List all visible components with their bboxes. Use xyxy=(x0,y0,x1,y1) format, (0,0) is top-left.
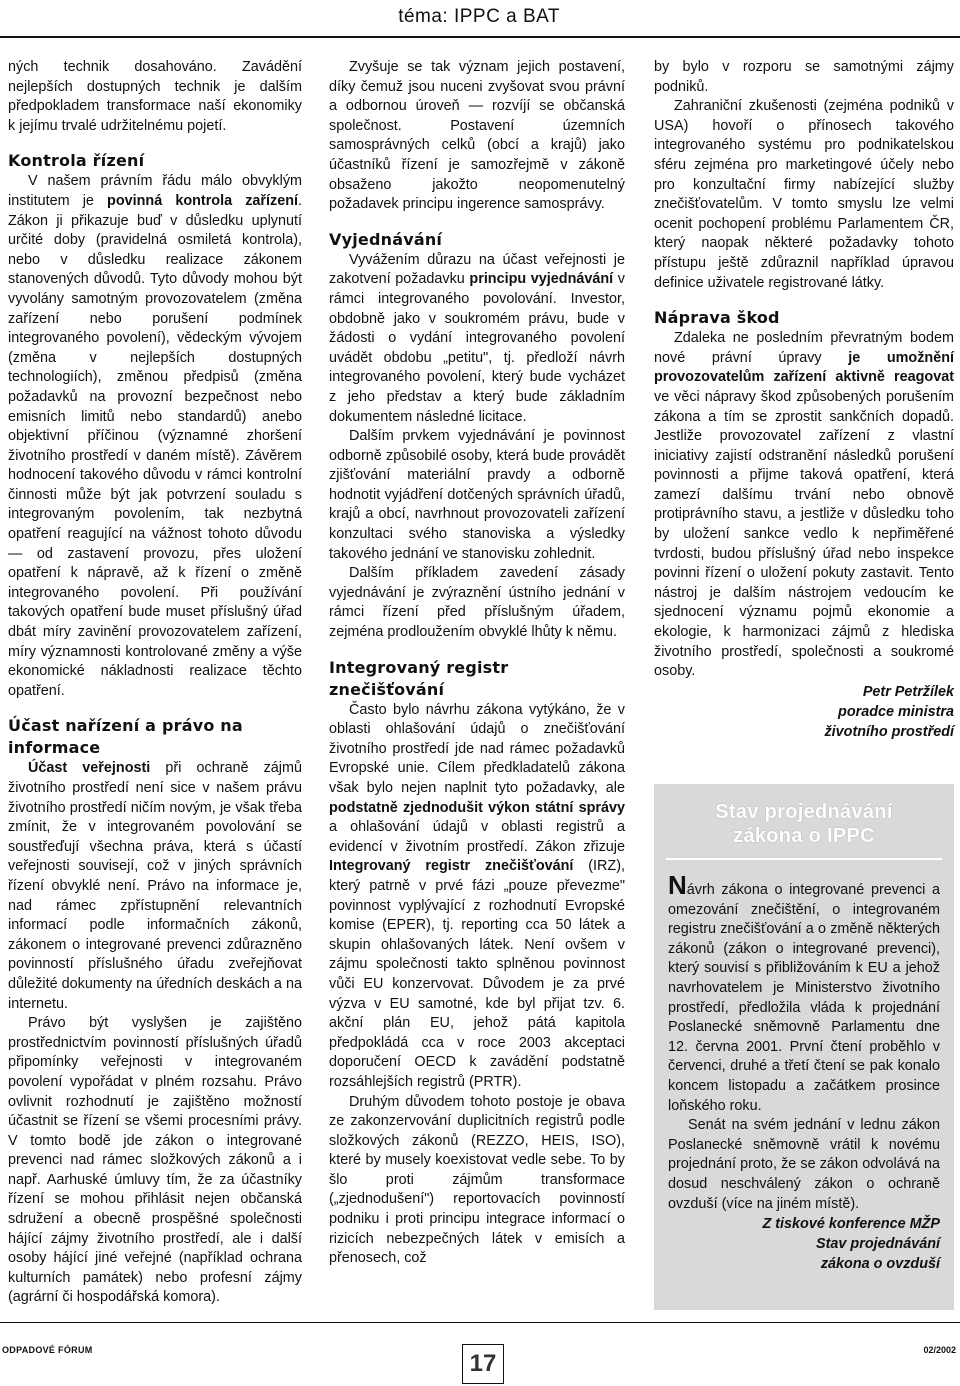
box-paragraph-1 xyxy=(668,870,940,1116)
box-title-line-1: Stav projednávání xyxy=(715,801,893,823)
footer-issue: 02/2002 xyxy=(923,1345,956,1355)
col2-p2-text-c: v rámci integrovaného povolování. Investor, obdobně jako v soukromém právu, bude v žádosti o vydání integrovaného povolení uvádět obdobu „petitu", tj. předloží návrh integrovaného povolení, který bude vycházet z jeho představ a který bude základním dokumentem následné licitace. xyxy=(329,271,625,425)
author-role-2: životního prostředí xyxy=(824,723,954,740)
column-1 xyxy=(8,58,302,1308)
col2-p5-text-c: a ohlašování údajů v oblasti registrů a evidencí v životním prostředí. Zákon zřizuje xyxy=(329,819,625,855)
col2-p5-text-e: (IRZ), který patrně v prvé fázi „pouze převezme" povinnost vyplývající z rozhodnutí Evropské komise (EPER), tj. reporting cca 50 látek a skupin ohlašovaných látek. Není ovšem v zájmu společnosti takto splněnou povinnost vůči EU konzervovat. Důvodem je za prvé výzva v EU samotné, kde byl přijat tzv. 6. akční plán EU, jehož pátá kapitola předpokládá cca v roce 2003 akceptaci doporučení OECD k zavádění podstatně rozsáhlejších registrů (PRTR). xyxy=(329,858,626,1090)
col2-p2-bold: principu vyjednávání xyxy=(469,271,614,288)
box-title xyxy=(654,800,954,848)
col2-paragraph-3: Dalším prvkem vyjednávání je povinnost odborně způsobilé osoby, která bude provádět zjišťování materiální pravdy a odborně hodnotit vyjádření dotčených správních úřadů, krajů a obcí, navrhnout provozovateli zařízení konzultaci svého stanoviska a výsledky takového jednání ve stanovisku zohlednit. xyxy=(329,428,625,562)
col2-paragraph-6: Druhým důvodem tohoto postoje je obava ze zakonzervování duplicitních registrů podle složkových zákonů (REZZO, HEIS, ISO), které by musely koexistovat vedle sebe. To by šlo proti zájmům transformace („zjednodušení") reportovacích povinností podniku i proti principu integrace informací o rizicích nebezpečných látek v emisích a přenosech, což xyxy=(329,1093,625,1267)
col3-p3-bold: je umožnění provozovatelům zařízení aktivně reagovat xyxy=(654,349,955,386)
box-source-1: Z tiskové konference MŽP xyxy=(762,1216,940,1233)
col2-paragraph-4: Dalším příkladem zavedení zásady vyjednávání je zvýraznění ústního jednání v rámci řízení před příslušným úřadem, zejména prodloužením obvyklé lhůty k němu. xyxy=(329,565,625,641)
col1-p3-bold: Účast veřejnosti xyxy=(28,760,151,777)
box-rule xyxy=(666,858,942,860)
box-dropcap: N xyxy=(668,870,687,900)
col1-paragraph-2 xyxy=(8,172,302,701)
box-paragraph-2: Senát na svém jednání v lednu zákon Poslanecké sněmovně vrátil k novému projednání proto, že se zákon odvolává na dosud neschválený zákon o ochraně ovzduší (více na jiném místě). xyxy=(668,1117,940,1212)
col3-paragraph-1: by bylo v rozporu se samotnými zájmy podniků. xyxy=(654,59,954,95)
col3-paragraph-3 xyxy=(654,329,954,682)
col2-p5-bold-1: podstatně zjednodušit výkon státní správy xyxy=(329,799,625,816)
col2-heading-registr: Integrovaný registr znečišťování xyxy=(329,657,509,699)
col3-p3-text-c: ve věci nápravy škod způsobených porušením zákona a tím se zprostit sankčních dopadů. Jestliže provozovatel zařízení z vlastní iniciativy zajistí odstranění následků porušení povinnosti a přijme taková opatření, která zamezí dalšímu trvání nebo obnově protiprávního stavu, a jestliže v důsledku toho by uložení sankce vedlo k nepřiměřené tvrdosti, budou příslušný úřad nebo inspekce povinni řízení o uložení pokuty zastavit. Tento nástroj je dalším nástrojem vedoucím ke sjednocení významu pojmů ekonomie a ekologie, k harmonizaci zájmů z hlediska životního prostředí, společnosti a soukromé osoby. xyxy=(654,388,954,680)
box-body xyxy=(668,870,940,1274)
col1-heading-ucast: Účast nařízení a právo na informace xyxy=(8,716,243,758)
col3-paragraph-2: Zahraniční zkušenosti (zejména podniků v USA) hovoří o přínosech takového integrovaného systému pro podnikatelskou sféru zejména pro marketingové účely nebo pro konzultační firmy nabízející služby znečišťovatelům. V tomto smyslu lze velmi ocenit pochopení problému Parlamentem ČR, který naopak některé požadavky tohoto přístupu ještě zdůraznil například úpravou definice uživatele registrované látky. xyxy=(654,98,954,291)
author-role: poradce ministra xyxy=(838,703,954,720)
box-title-line-2: zákona o IPPC xyxy=(733,825,875,847)
col1-p2-text-c: . Zákon ji přikazuje buď v důsledku uplynutí určité doby (pravidelná osmiletá kontrola), nebo v důsledku realizace zákonem stanovených důvodů. Tyto důvody mohou být vyvolány samotným provozovatelem (změna zařízení nebo porušení podmínek integrovaného povolení), vědeckým vývojem (změna v nejlepších dostupných technologiích), změnou předpisů (změna požadavků na provozní bezpečnost nebo emisních limitů nebo standardů) anebo objektivní příčinou (významné zhoršení životního prostředí v daném místě). Závěrem hodnocení takového důvodu v rámci kontrolní činnosti může být jak potvrzení souladu s integrovaným povolením, tak nezbytná opatření reagující na vážnost tohoto důvodu — od zastavení provozu, přes uložení opatření k nápravě, až k řízení o změně integrovaného povolení. Při používání takových opatření bude muset příslušný úřad dbát míry zavinění provozovatelem zařízení, míry významnosti kontrolované změny a výše ekonomické nákladnosti realizace těchto opatření. xyxy=(8,192,302,699)
box-p1-text: ávrh zákona o integrované prevenci a omezování znečištění, o integrovaném registru znečišťování a o změně některých zákonů (zákon o integrované prevenci), který souvisí s přibližováním k EU a jehož navrhovatelem je Ministerstvo životního prostředí, předložila vláda k projednání Poslanecké sněmovně Parlamentu dne 12. června 2001. První čtení proběhlo v červenci, druhé a třetí čtení se pak konalo koncem listopadu a začátkem prosince loňského roku. xyxy=(668,882,940,1114)
col2-paragraph-1: Zvyšuje se tak význam jejich postavení, díky čemuž jsou nuceni zvyšovat svou právní a odbornou úroveň — rozvíjí se občanská společnost. Postavení územních samosprávných celků (obcí a krajů) jako účastníků řízení je samozřejmě v zákoně obsaženo jakožto neopomenutelný požadavek principu ingerence samosprávy. xyxy=(329,59,625,213)
col2-paragraph-5 xyxy=(329,701,625,1093)
col1-p2-bold: povinná kontrola zařízení xyxy=(107,192,298,209)
col3-heading-naprava: Náprava škod xyxy=(654,308,780,328)
col3-p3-text-a: Zdaleka ne posledním převratným bodem nové právní úpravy xyxy=(654,330,954,366)
col1-paragraph-3 xyxy=(8,759,302,1014)
box-source-3: zákona o ovzduší xyxy=(820,1256,940,1273)
page-number-box xyxy=(462,1344,504,1384)
header-title: téma: IPPC a BAT xyxy=(398,6,560,27)
box-source-2: Stav projednávání xyxy=(816,1236,940,1253)
col2-heading-vyjednavani: Vyjednávání xyxy=(329,229,443,249)
page-header xyxy=(0,0,960,38)
col1-heading-kontrola: Kontrola řízení xyxy=(8,151,145,171)
col2-p5-bold-2: Integrovaný registr znečišťování xyxy=(329,858,574,875)
col2-paragraph-2 xyxy=(329,251,625,427)
author-name: Petr Petržílek xyxy=(862,683,954,700)
col1-p2-text-a: V našem právním řádu málo obvyklým institutem je xyxy=(8,173,302,209)
col2-p2-text-a: Vyvážením důrazu na účast veřejnosti je zakotvení požadavku xyxy=(329,251,625,288)
column-2 xyxy=(329,58,625,1269)
header-rule xyxy=(0,36,960,38)
footer-rule xyxy=(0,1322,960,1323)
footer-publication: ODPADOVÉ FÓRUM xyxy=(2,1345,93,1355)
column-3 xyxy=(654,58,954,742)
col1-paragraph-4: Právo být vyslyšen je zajištěno prostřednictvím povinností příslušných úřadů připomínky veřejnosti v integrovaném povolení vypořádat v plném rozsahu. Právo ovlivnit rozhodnutí je zajištěno možností účastnit se řízení se všemi procesními právy. V tomto bodě jde zákon o integrované prevenci nad rámec složkových zákonů a i např. Aarhuské úmluvy tím, že za účastníky řízení se mohou přihlásit nejen občanská sdružení a obecně prospěšné společnosti hájící zájmy životního prostředí, ale i další osoby hájící jiné veřejné (například ochrana kulturních památek) nebo profesní zájmy (agrární či hospodářská komora). xyxy=(8,1015,302,1306)
col2-p5-text-a: Často bylo návrhu zákona vytýkáno, že v oblasti ohlašování údajů o znečišťování životního prostředí jde nad rámec požadavků Evropské unie. Cílem předkladatelů zákona však bylo nejen naplnit tyto požadavky, ale xyxy=(329,701,625,796)
sidebar-box xyxy=(654,784,954,1310)
page-number: 17 xyxy=(469,1350,497,1377)
col1-paragraph-1: ných technik dosahováno. Zavádění nejlepších dostupných technik je dalším předpokladem transformace naší ekonomiky k jejímu trvalé udržitelnému pojetí. xyxy=(8,59,302,134)
col1-p3-text: při ochraně zájmů životního prostředí není sice v našem právu životního prostředí ničím novým, je však třeba zmínit, že v integrovaném povolování se soustřeďují všechna práva, která s účastí veřejnosti souvisejí, což v jiných správních řízení obvyklé není. Právo na informace je, nad rámec zpřístupnění relevantních informací podle informačních zákonů, zákonem o integrované prevenci zdůrazněno povinností příslušného úřadu zveřejňovat důležité dokumenty na úředních deskách a na internetu. xyxy=(8,760,302,1012)
